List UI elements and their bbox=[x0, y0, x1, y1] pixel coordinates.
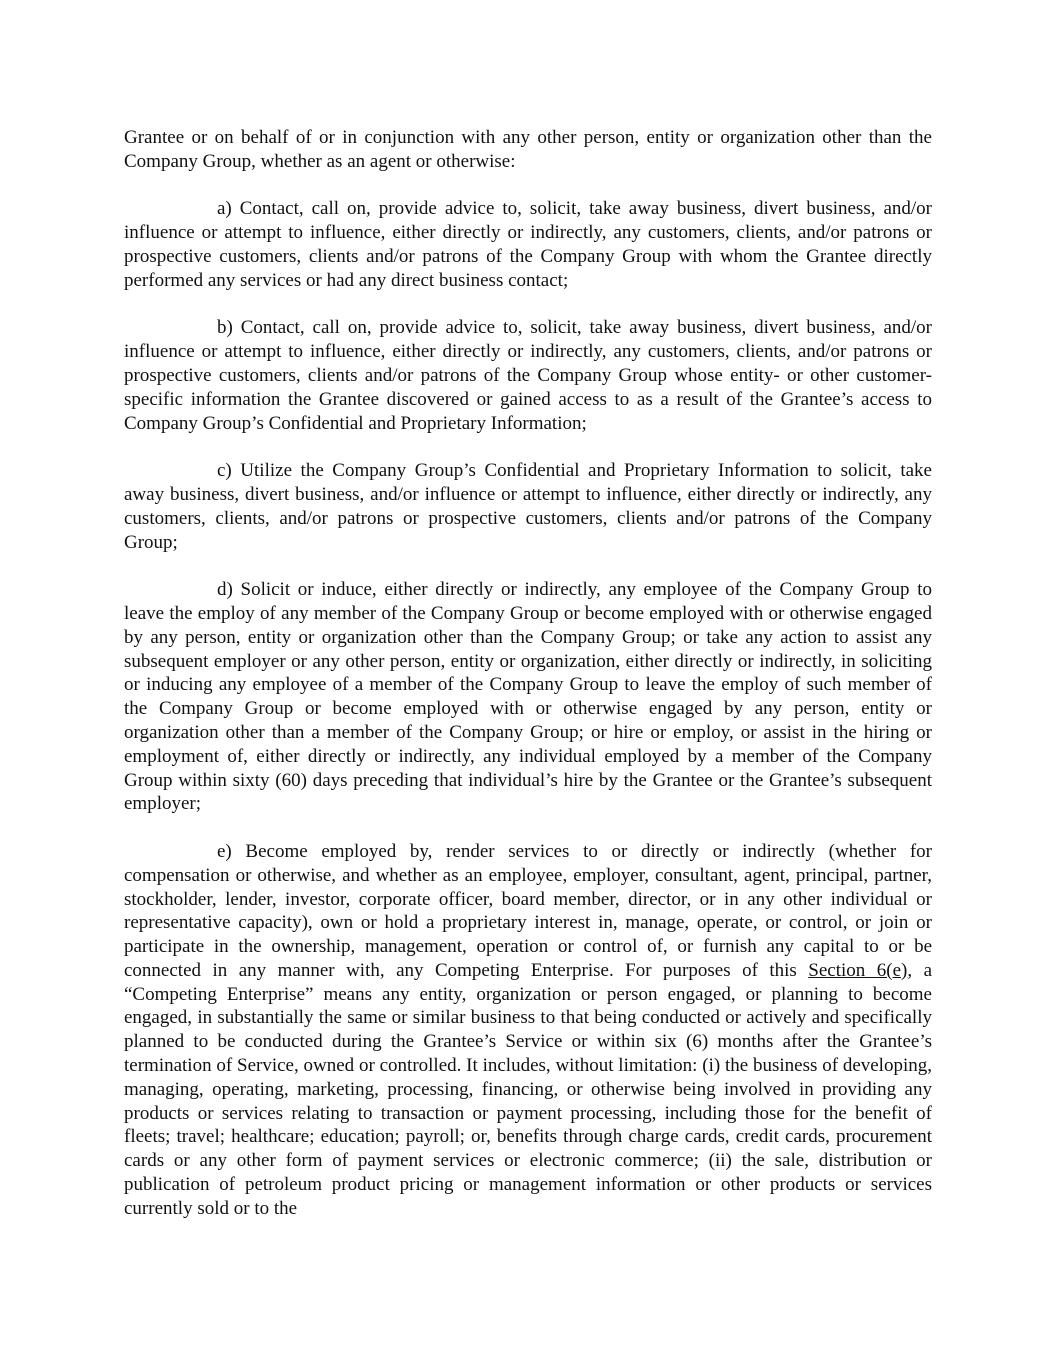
intro-paragraph: Grantee or on behalf of or in conjunction with any other person, entity or organization other than the Company Group, whether as an agent or otherwise: bbox=[124, 127, 932, 172]
clause-b: b) Contact, call on, provide advice to, solicit, take away business, divert business, and/or influence or attempt to influence, either directly or indirectly, any customers, clients, and/or patrons or prospective customers, clients and/or patrons of the Company Group whose entity- or other customer-specific information the Grantee discovered or gained access to as a result of the Grantee’s access to Company Group’s Confidential and Proprietary Information; bbox=[124, 317, 932, 434]
clause-a: a) Contact, call on, provide advice to, solicit, take away business, divert business, and/or influence or attempt to influence, either directly or indirectly, any customers, clients, and/or patrons or prospective customers, clients and/or patrons of the Company Group with whom the Grantee directly performed any services or had any direct business contact; bbox=[124, 198, 932, 291]
section-reference: Section 6(e) bbox=[808, 959, 908, 981]
document-page bbox=[124, 126, 932, 1244]
clause-e-text-2: , a “Competing Enterprise” means any entity, organization or person engaged, or planning to become engaged, in substantially the same or similar business to that being conducted or actively and specifically planned to be conducted during the Grantee’s Service or within six (6) months after the Grantee’s termination of Service, owned or controlled. It includes, without limitation: (i) the business of developing, managing, operating, marketing, processing, financing, or otherwise being involved in providing any products or services relating to transaction or payment processing, including those for the benefit of fleets; travel; healthcare; education; payroll; or, benefits through charge cards, credit cards, procurement cards or any other form of payment services or electronic commerce; (ii) the sale, distribution or publication of petroleum product pricing or management information or other products or services currently sold or to the bbox=[124, 959, 933, 1219]
clause-c: c) Utilize the Company Group’s Confidential and Proprietary Information to solicit, take away business, divert business, and/or influence or attempt to influence, either directly or indirectly, any customers, clients, and/or patrons or prospective customers, clients and/or patrons of the Company Group; bbox=[124, 460, 932, 553]
clause-e bbox=[124, 840, 932, 1221]
clause-d: d) Solicit or induce, either directly or indirectly, any employee of the Company Group to leave the employ of any member of the Company Group or become employed with or otherwise engaged by any person, entity or organization other than the Company Group; or take any action to assist any subsequent employer or any other person, entity or organization, either directly or indirectly, in soliciting or inducing any employee of a member of the Company Group to leave the employ of such member of the Company Group or become employed with or otherwise engaged by any person, entity or organization other than a member of the Company Group; or hire or employ, or assist in the hiring or employment of, either directly or indirectly, any individual employed by a member of the Company Group within sixty (60) days preceding that individual’s hire by the Grantee or the Grantee’s subsequent employer; bbox=[124, 579, 932, 815]
clause-e-text-1: e) Become employed by, render services to or directly or indirectly (whether for compensation or otherwise, and whether as an employee, employer, consultant, agent, principal, partner, stockholder, lender, investor, corporate officer, board member, director, or in any other individual or representative capacity), own or hold a proprietary interest in, manage, operate, or control, or join or participate in the ownership, management, operation or control of, or furnish any capital to or be connected in any manner with, any Competing Enterprise. For purposes of this bbox=[124, 840, 932, 981]
